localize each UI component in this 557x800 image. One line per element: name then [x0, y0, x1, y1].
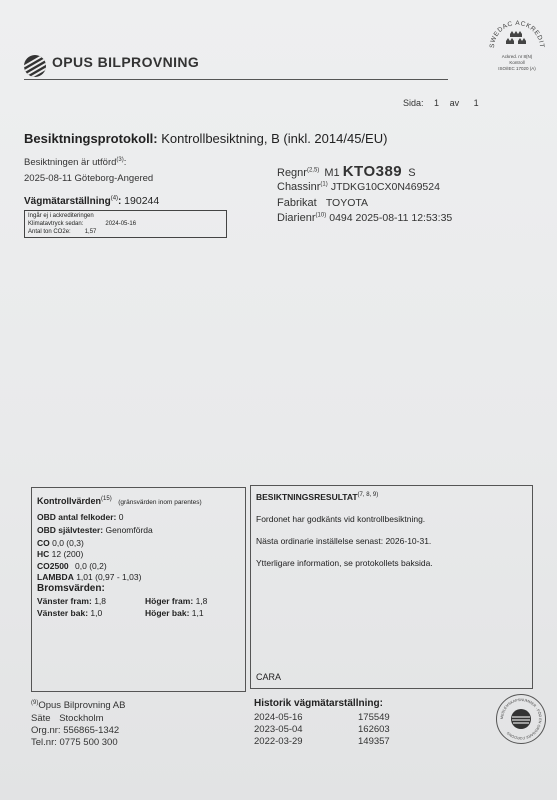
odometer-ref: (4)	[110, 195, 119, 202]
accred-note-line1: Ingår ej i ackrediteringen	[28, 213, 94, 219]
brake-heading-text: Bromsvärden:	[37, 583, 105, 594]
co-label: CO	[37, 538, 50, 548]
inspection-date-place: 2025-08-11 Göteborg-Angered	[24, 173, 154, 184]
co2500-label: CO2500	[37, 561, 69, 571]
regnr-row	[277, 163, 416, 180]
regnr-suffix: S	[408, 167, 416, 179]
accred-note-line2-value: 2024-05-16	[105, 221, 137, 227]
footer-seat-row	[31, 713, 104, 724]
page-label: Sida:	[403, 98, 424, 108]
history-value: 175549	[358, 712, 390, 723]
lambda-value: 1,01 (0,97 - 1,03)	[76, 572, 142, 582]
fabrikat-row	[277, 197, 368, 209]
swedac-line3: ISO/IEC 17020 (A)	[498, 66, 536, 71]
brake-vf-label: Vänster fram:	[37, 596, 92, 606]
company-logo-text: OPUS BILPROVNING	[52, 54, 200, 70]
performed-ref: (3)	[116, 157, 124, 163]
brake-hb-row	[145, 608, 204, 618]
swedac-line2: Kontroll	[509, 60, 525, 65]
diarienr-row	[277, 212, 452, 224]
result-line2: Nästa ordinarie inställelse senast: 2026-10-31.	[256, 536, 432, 546]
history-row	[254, 724, 390, 735]
diarienr-ref: (10)	[315, 212, 327, 219]
odometer-row: Vägmätarställning$^{(4)}$: 190244	[24, 195, 160, 207]
accreditation-note-box	[24, 210, 227, 238]
page-total: 1	[473, 98, 479, 108]
accred-note-line2-label: Klimatavtryck sedan:	[28, 221, 84, 227]
page-of: av	[449, 98, 460, 108]
history-row	[254, 736, 390, 747]
swedac-line1: Ackred. nr 8(N)	[501, 54, 533, 59]
brake-vb-value: 1,0	[90, 608, 103, 618]
obd-tests-row	[37, 525, 153, 535]
history-value: 162603	[358, 724, 390, 735]
footer-seat-label: Säte	[31, 713, 51, 724]
brake-hb-label: Höger bak:	[145, 608, 190, 618]
footer-telnr: Tel.nr: 0775 500 300	[31, 737, 118, 748]
regnr-label: Regnr	[277, 167, 307, 179]
inspection-result-box	[250, 485, 533, 689]
page-indicator	[403, 98, 479, 108]
history-row	[254, 712, 390, 723]
opus-logo-icon	[24, 55, 46, 77]
diarienr-value: 0494 2025-08-11 12:53:35	[329, 212, 453, 224]
hc-label: HC	[37, 549, 50, 559]
fabrikat-value: TOYOTA	[325, 197, 369, 209]
protocol-title-rest: Kontrollbesiktning, B (inkl. 2014/45/EU)	[161, 131, 388, 146]
history-value: 149357	[358, 736, 390, 747]
obd-tests-value: Genomförda	[105, 525, 153, 535]
hc-value: 12 (200)	[51, 549, 84, 559]
membership-seal-icon	[496, 694, 546, 744]
obd-errors-row	[37, 512, 123, 522]
history-date: 2023-05-04	[254, 724, 303, 735]
footer-company-ref: (9)	[31, 700, 39, 706]
brake-hb-value: 1,1	[191, 608, 204, 618]
svg-text:SWEDAC ACKREDITERING	[488, 14, 545, 48]
hc-row	[37, 549, 83, 559]
odometer-history-heading	[254, 698, 383, 709]
result-heading: BESIKTNINGSRESULTAT	[256, 492, 358, 502]
page-number: 1	[434, 98, 440, 108]
brake-vf-value: 1,8	[94, 596, 107, 606]
lambda-label: LAMBDA	[37, 572, 74, 582]
result-line1: Fordonet har godkänts vid kontrollbesiktning.	[256, 514, 426, 524]
performed-label: Besiktningen är utförd	[24, 157, 117, 169]
brake-hf-row	[145, 596, 207, 606]
brake-vb-row	[37, 608, 102, 618]
fabrikat-label: Fabrikat	[277, 197, 317, 209]
footer-seat-value: Stockholm	[59, 713, 104, 724]
brake-vf-row	[37, 596, 106, 606]
crowns-icon	[506, 31, 526, 44]
control-values-ref: (15)	[101, 496, 112, 502]
chassinr-ref: (1)	[320, 181, 328, 188]
diarienr-label: Diarienr	[277, 212, 316, 224]
co2500-value: 0,0 (0,2)	[75, 561, 107, 571]
accred-note-line3-value: 1,57	[84, 229, 97, 235]
co-value: 0,0 (0,3)	[52, 538, 84, 548]
performed-colon: :	[123, 157, 127, 169]
chassinr-value: JTDKG10CX0N469524	[330, 181, 440, 193]
header-divider	[24, 79, 448, 80]
obd-errors-label: OBD antal felkoder:	[37, 512, 117, 522]
lambda-row	[37, 572, 141, 582]
result-heading-row	[256, 492, 378, 502]
swedac-arc-text: SWEDAC ACKREDIT	[488, 19, 546, 49]
brake-hf-label: Höger fram:	[145, 596, 194, 606]
control-values-heading-row	[37, 496, 202, 506]
inspector-signature: CARA	[256, 672, 282, 682]
protocol-title-bold: Besiktningsprotokoll:	[24, 131, 158, 146]
brake-heading	[37, 583, 105, 594]
footer-company-name: Opus Bilprovning AB	[38, 700, 126, 712]
obd-tests-label: OBD självtester:	[37, 525, 104, 535]
control-values-heading: Kontrollvärden	[37, 496, 102, 506]
history-date: 2024-05-16	[254, 712, 303, 723]
footer-orgnr: Org.nr: 556865-1342	[31, 725, 120, 736]
brake-hf-value: 1,8	[195, 596, 208, 606]
seal-text: MEDLEMSKAPSNUMMER · FÖR EN ORDNARE FORDONS	[499, 697, 543, 741]
chassinr-label: Chassinr	[277, 181, 321, 193]
odometer-value: 190244	[124, 195, 160, 207]
protocol-title	[24, 131, 387, 146]
regnr-value: KTO389	[342, 163, 403, 180]
limits-note: (gränsvärden inom parentes)	[118, 499, 202, 506]
result-line3: Ytterligare information, se protokollets baksida.	[256, 558, 433, 568]
result-heading-ref: (7, 8, 9)	[357, 492, 379, 499]
odometer-history-heading-text: Historik vägmätarställning:	[254, 698, 383, 709]
brake-vb-label: Vänster bak:	[37, 608, 89, 618]
accred-note-line3-label: Antal ton CO2e:	[28, 229, 71, 235]
odometer-label: Vägmätarställning	[24, 196, 111, 207]
co-row	[37, 538, 84, 548]
regnr-ref: (2,5)	[306, 167, 320, 174]
regnr-prefix: M1	[324, 167, 340, 179]
co2500-row	[37, 561, 107, 571]
chassinr-row	[277, 181, 440, 193]
footer-company-name-row	[31, 700, 125, 711]
obd-errors-value: 0	[118, 512, 124, 522]
history-date: 2022-03-29	[254, 736, 303, 747]
swedac-accreditation-seal	[488, 14, 546, 80]
performed-label-row	[24, 157, 126, 168]
control-values-box	[31, 487, 246, 692]
